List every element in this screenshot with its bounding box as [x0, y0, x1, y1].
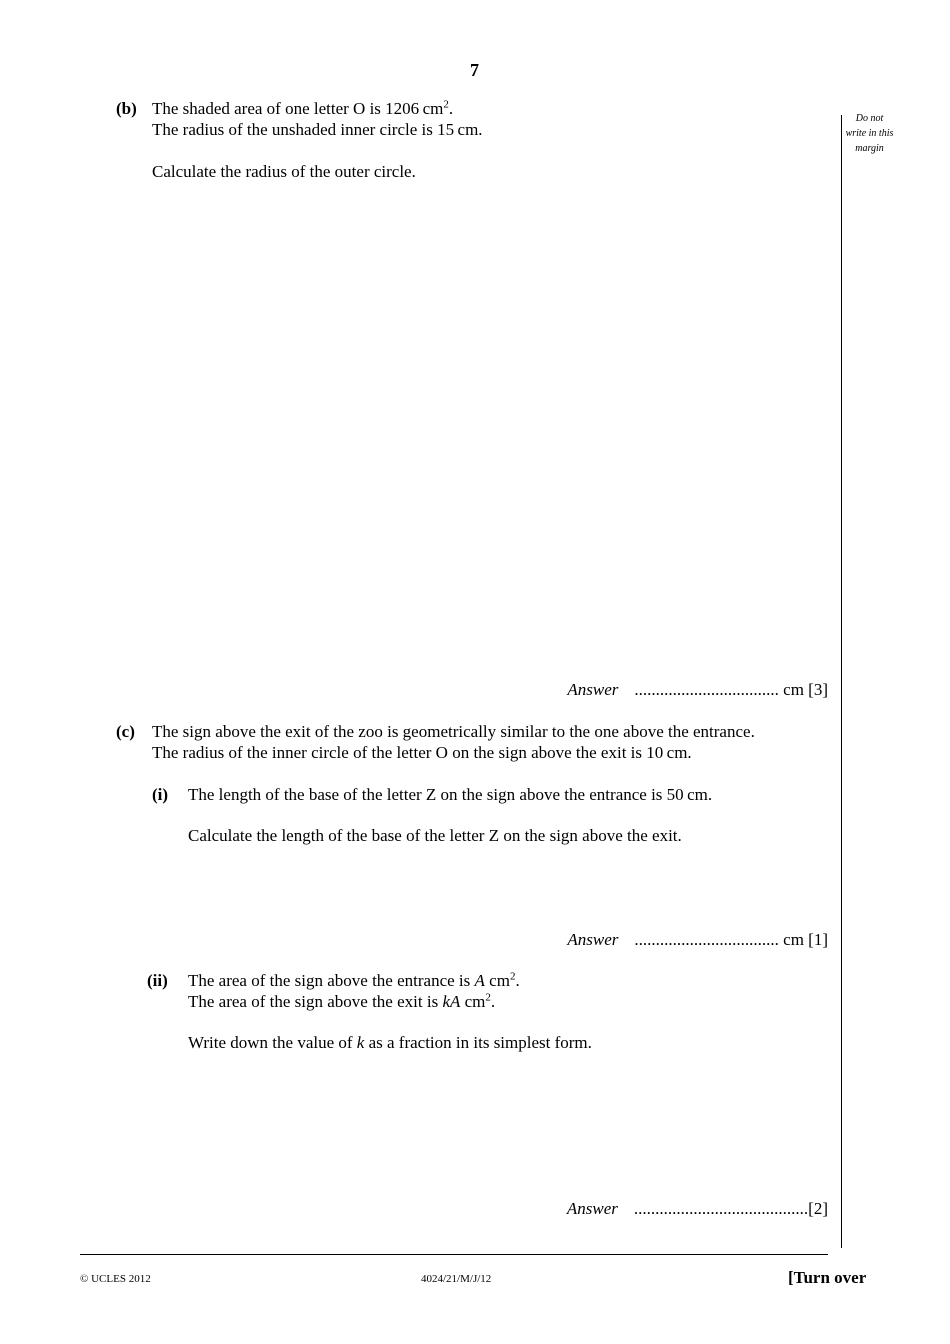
- answer-dots[interactable]: ..................................: [634, 930, 779, 949]
- superscript: 2: [509, 970, 516, 983]
- superscript: 2: [443, 98, 449, 111]
- text: .: [448, 99, 454, 118]
- part-b-line2: The radius of the unshaded inner circle is 15 cm.: [152, 120, 483, 139]
- part-b-instruction: Calculate the radius of the outer circle.: [152, 162, 416, 181]
- margin-note-line: write in this: [845, 128, 894, 139]
- text: as a fraction in its simplest form.: [364, 1033, 592, 1052]
- part-b-answer[interactable]: [567, 680, 828, 700]
- page-number: 7: [470, 60, 479, 80]
- part-c-ii-answer[interactable]: [567, 1199, 828, 1219]
- text: Write down the value of: [188, 1033, 357, 1052]
- margin-line: [841, 115, 842, 1248]
- text: .: [515, 971, 520, 990]
- variable: A: [474, 971, 485, 990]
- text: The area of the sign above the entrance is: [188, 971, 475, 990]
- text: The shaded area of one letter O is 1206 cm: [152, 99, 444, 118]
- text: cm: [484, 971, 510, 990]
- margin-note-line: margin: [855, 143, 884, 154]
- part-c-i-instruction: Calculate the length of the base of the letter Z on the sign above the exit.: [188, 826, 682, 845]
- text: cm: [460, 992, 486, 1011]
- answer-dots[interactable]: .........................................: [633, 1199, 809, 1218]
- answer-label: Answer: [567, 680, 619, 699]
- part-c-ii-line1: [188, 971, 520, 991]
- part-c-label: (c): [116, 722, 135, 741]
- part-c-i-answer[interactable]: [567, 930, 828, 950]
- part-c-i-label: (i): [152, 785, 169, 804]
- margin-note: [842, 111, 897, 156]
- footer-code: 4024/21/M/J/12: [421, 1273, 492, 1285]
- footer-turn-over: [Turn over: [788, 1268, 867, 1287]
- part-c-i-line1: The length of the base of the letter Z on the sign above the entrance is 50 cm.: [188, 785, 713, 804]
- answer-label: Answer: [567, 930, 619, 949]
- part-c-ii-label: (ii): [147, 971, 168, 990]
- part-c-ii-instruction: [188, 1033, 592, 1053]
- part-b-label: (b): [116, 99, 137, 118]
- part-c-ii-line2: [188, 992, 495, 1012]
- variable: k: [356, 1033, 365, 1052]
- text: The area of the sign above the exit is: [188, 992, 443, 1011]
- margin-note-line: Do not: [855, 113, 884, 124]
- answer-suffix: cm [1]: [783, 930, 828, 949]
- footer-copyright: © UCLES 2012: [80, 1273, 151, 1285]
- part-c-line2: The radius of the inner circle of the letter O on the sign above the exit is 10 cm.: [152, 743, 692, 762]
- text: .: [490, 992, 496, 1011]
- part-c-line1: The sign above the exit of the zoo is geometrically similar to the one above the entrance.: [152, 722, 755, 741]
- part-b-line1: [152, 99, 453, 119]
- answer-suffix: cm [3]: [783, 680, 828, 699]
- answer-suffix: [2]: [808, 1199, 828, 1218]
- answer-dots[interactable]: ..................................: [634, 680, 779, 699]
- superscript: 2: [485, 991, 491, 1004]
- variable: kA: [442, 992, 461, 1011]
- answer-label: Answer: [566, 1199, 618, 1218]
- footer-rule: [80, 1254, 828, 1255]
